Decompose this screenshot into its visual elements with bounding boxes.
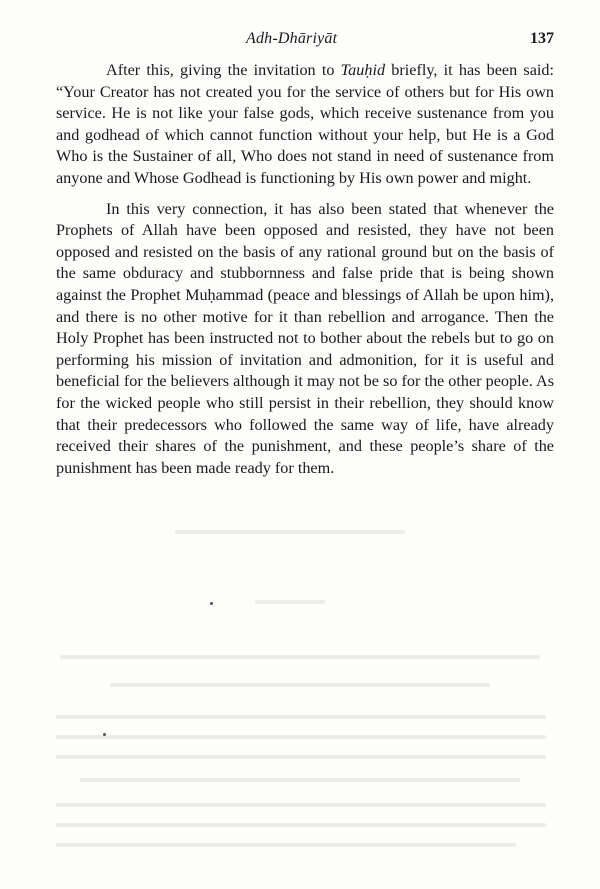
paragraph-1	[56, 60, 554, 190]
show-through-line	[175, 530, 405, 534]
body-text	[56, 60, 554, 479]
show-through-line	[80, 778, 520, 782]
page-header	[56, 30, 554, 54]
ink-speck	[210, 602, 213, 605]
ink-speck	[103, 733, 106, 736]
show-through-line	[56, 715, 546, 719]
show-through-line	[56, 735, 546, 739]
running-title: Adh-Dhāriyāt	[246, 30, 338, 47]
show-through-marks	[0, 520, 600, 889]
show-through-line	[56, 755, 546, 759]
tauhid-term: Tauḥid	[340, 61, 386, 79]
show-through-line	[60, 655, 540, 659]
show-through-line	[110, 683, 490, 687]
paragraph-2: In this very connection, it has also been stated that whenever the Prophets of Allah have been opposed and resisted, they have not been opposed and resisted on the basis of any rational ground but on the basis of the same obduracy and stubbornness and false pride that is being shown against the Prophet Muḥammad (peace and blessings of Allah be upon him), and there is no other motive for it than rebellion and arrogance. Then the Holy Prophet has been instructed not to bother about the rebels but to go on performing his mission of invitation and admonition, for it is useful and beneficial for the believers although it may not be so for the other people. As for the wicked people who still persist in their rebellion, they should know that their predecessors who followed the same way of life, have already received their shares of the punishment, and these people’s share of the punishment has been made ready for them.	[56, 199, 554, 477]
page-number: 137	[530, 30, 554, 47]
paragraph-1-before: After this, giving the invitation to	[106, 61, 341, 79]
show-through-line	[56, 843, 516, 847]
show-through-line	[56, 803, 546, 807]
show-through-line	[56, 823, 546, 827]
show-through-line	[255, 600, 325, 604]
paragraph-1-after: briefly, it has been said: “Your Creator has not created you for the service of others but for His own service. He is not like your false gods, which receive sustenance from you and godhead of which cannot function without your help, but He is a God Who is the Sustainer of all, Who does not stand in need of sustenance from anyone and Whose Godhead is functioning by His own power and might.	[56, 61, 554, 187]
